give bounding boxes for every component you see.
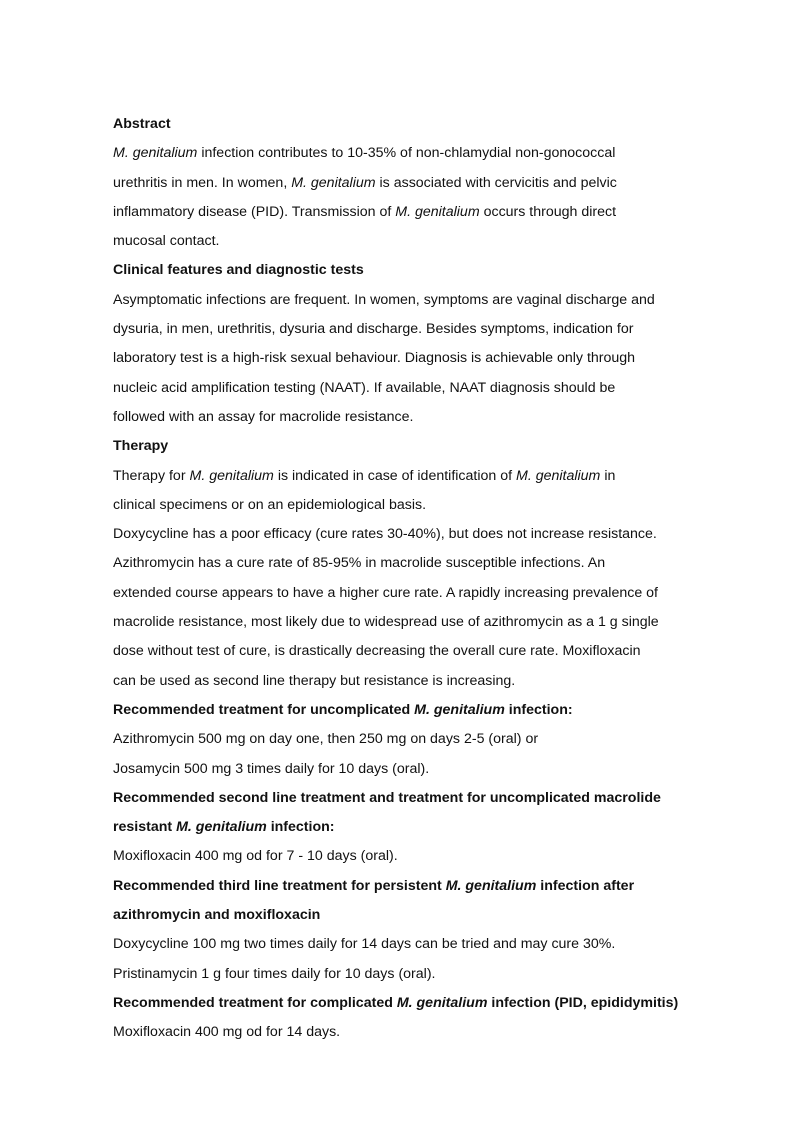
organism-name: M. genitalium xyxy=(516,467,601,484)
rec3-heading-line-1 xyxy=(113,872,713,901)
organism-name: M. genitalium xyxy=(291,174,376,191)
therapy-line-8: can be used as second line therapy but resistance is increasing. xyxy=(113,672,516,689)
text-span: Recommended treatment for uncomplicated xyxy=(113,701,415,718)
clinical-line-1: Asymptomatic infections are frequent. In women, symptoms are vaginal discharge and xyxy=(113,291,655,308)
text-span: Therapy for xyxy=(113,467,190,484)
clinical-line-5: followed with an assay for macrolide resistance. xyxy=(113,408,414,425)
abstract-line-3 xyxy=(113,198,713,227)
rec3-line-2: Pristinamycin 1 g four times daily for 10 days (oral). xyxy=(113,965,436,982)
therapy-line-4: Azithromycin has a cure rate of 85-95% in macrolide susceptible infections. An xyxy=(113,555,606,572)
therapy-line-3: Doxycycline has a poor efficacy (cure rates 30-40%), but does not increase resistance. xyxy=(113,526,657,543)
organism-name: M. genitalium xyxy=(189,467,274,484)
text-span: in xyxy=(600,467,616,484)
rec4-heading xyxy=(113,989,713,1018)
therapy-line-1 xyxy=(113,462,713,491)
organism-name: M. genitalium xyxy=(414,701,505,718)
text-span: inflammatory disease (PID). Transmission of xyxy=(113,203,396,220)
therapy-line-6: macrolide resistance, most likely due to widespread use of azithromycin as a 1 g single xyxy=(113,614,659,631)
clinical-line-4: nucleic acid amplification testing (NAAT). If available, NAAT diagnosis should be xyxy=(113,379,616,396)
text-span: Recommended third line treatment for persistent xyxy=(113,877,446,894)
abstract-line-2 xyxy=(113,169,713,198)
text-span: urethritis in men. In women, xyxy=(113,174,292,191)
text-span: Recommended treatment for complicated xyxy=(113,994,397,1011)
therapy-heading: Therapy xyxy=(113,438,169,455)
text-span: resistant xyxy=(113,819,177,836)
text-span: infection (PID, epididymitis) xyxy=(487,994,679,1011)
text-span: is associated with cervicitis and pelvic xyxy=(375,174,617,191)
therapy-line-2: clinical specimens or on an epidemiological basis. xyxy=(113,496,427,513)
abstract-heading: Abstract xyxy=(113,116,171,132)
rec1-line-2: Josamycin 500 mg 3 times daily for 10 days (oral). xyxy=(113,760,430,777)
rec2-heading-line-2 xyxy=(113,813,713,842)
rec1-heading xyxy=(113,696,713,725)
rec2-line-1: Moxifloxacin 400 mg od for 7 - 10 days (oral). xyxy=(113,848,398,865)
rec2-heading-line-1: Recommended second line treatment and treatment for uncomplicated macrolide xyxy=(113,789,661,806)
rec4-line-1: Moxifloxacin 400 mg od for 14 days. xyxy=(113,1024,341,1041)
rec3-heading-line-2: azithromycin and moxifloxacin xyxy=(113,907,321,924)
text-span: infection: xyxy=(266,819,335,836)
organism-name: M. genitalium xyxy=(113,145,198,162)
text-span: infection contributes to 10-35% of non-chlamydial non-gonococcal xyxy=(197,145,616,162)
abstract-line-1 xyxy=(113,139,713,168)
organism-name: M. genitalium xyxy=(395,203,480,220)
clinical-heading: Clinical features and diagnostic tests xyxy=(113,262,364,279)
therapy-line-5: extended course appears to have a higher cure rate. A rapidly increasing prevalence of xyxy=(113,584,658,601)
clinical-line-2: dysuria, in men, urethritis, dysuria and discharge. Besides symptoms, indication for xyxy=(113,321,634,338)
abstract-line-4: mucosal contact. xyxy=(113,233,220,250)
organism-name: M. genitalium xyxy=(396,994,488,1011)
clinical-line-3: laboratory test is a high-risk sexual behaviour. Diagnosis is achievable only through xyxy=(113,350,636,367)
text-span: infection: xyxy=(504,701,573,718)
text-span: infection after xyxy=(536,877,635,894)
therapy-line-7: dose without test of cure, is drastically decreasing the overall cure rate. Moxifloxacin xyxy=(113,643,641,660)
rec3-line-1: Doxycycline 100 mg two times daily for 14 days can be tried and may cure 30%. xyxy=(113,936,616,953)
text-span: occurs through direct xyxy=(479,203,617,220)
text-span: is indicated in case of identification of xyxy=(273,467,516,484)
rec1-line-1: Azithromycin 500 mg on day one, then 250 mg on days 2-5 (oral) or xyxy=(113,731,539,748)
organism-name: M. genitalium xyxy=(445,877,537,894)
document-page xyxy=(113,110,713,1048)
organism-name: M. genitalium xyxy=(176,819,267,836)
